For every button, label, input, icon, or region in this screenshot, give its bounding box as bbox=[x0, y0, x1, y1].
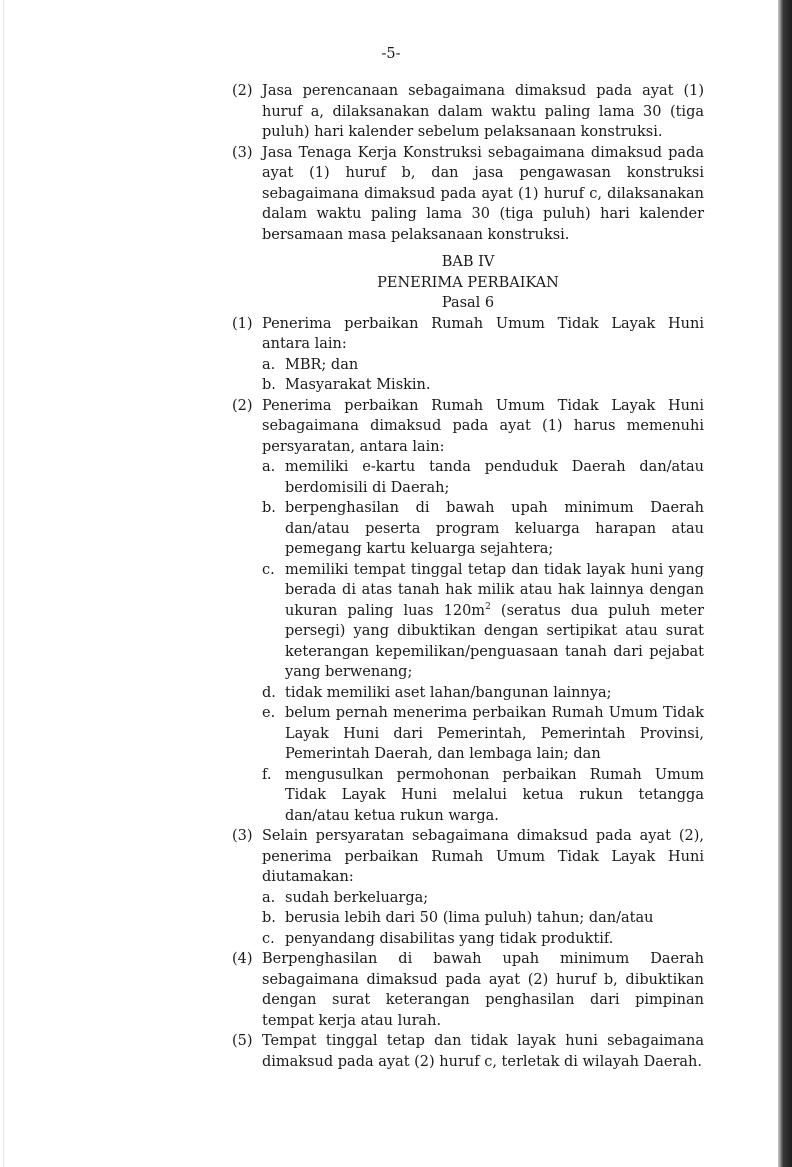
paragraph-item bbox=[232, 314, 704, 355]
document-body bbox=[232, 81, 704, 1072]
item-text: Selain persyaratan sebagaimana dimaksud pada ayat (2), penerima perbaikan Rumah Umum Tidak Layak Huni diutamakan: bbox=[262, 828, 704, 885]
paragraph-item bbox=[232, 949, 704, 1031]
list-item bbox=[262, 929, 704, 950]
list-letter: e. bbox=[262, 705, 276, 721]
page-number: -5- bbox=[381, 46, 401, 62]
paragraph-item bbox=[232, 396, 704, 458]
list-text bbox=[285, 560, 704, 683]
chapter-title: PENERIMA PERBAIKAN bbox=[377, 274, 559, 291]
list-text: penyandang disabilitas yang tidak produktif. bbox=[285, 930, 614, 947]
list-item bbox=[262, 560, 704, 683]
list-item bbox=[262, 888, 704, 909]
list-letter: c. bbox=[262, 561, 275, 578]
list-item bbox=[262, 375, 704, 396]
list-item bbox=[262, 457, 704, 498]
list-text: tidak memiliki aset lahan/bangunan lainnya; bbox=[285, 684, 612, 701]
list-letter: a. bbox=[262, 356, 276, 373]
list-item bbox=[262, 498, 704, 560]
list-text: belum pernah menerima perbaikan Rumah Umum Tidak Layak Huni dari Pemerintah, Pemerintah Provinsi, Pemerintah Daerah, dan lembaga lain; dan bbox=[285, 705, 704, 762]
list-text: mengusulkan permohonan perbaikan Rumah Umum Tidak Layak Huni melalui ketua rukun tetangga dan/atau ketua rukun warga. bbox=[285, 766, 704, 824]
superscript: 2 bbox=[485, 601, 491, 612]
list-letter: a. bbox=[262, 889, 276, 906]
item-text: Penerima perbaikan Rumah Umum Tidak Layak Huni sebagaimana dimaksud pada ayat (1) harus memenuhi persyaratan, antara lain: bbox=[262, 397, 704, 455]
item-text: Tempat tinggal tetap dan tidak layak huni sebagaimana dimaksud pada ayat (2) huruf c, terletak di wilayah Daerah. bbox=[262, 1033, 704, 1070]
list-item bbox=[262, 703, 704, 765]
list-text: Masyarakat Miskin. bbox=[285, 377, 431, 393]
list-item bbox=[262, 683, 704, 704]
list-text-part: (seratus dua puluh meter persegi) yang dibuktikan dengan sertipikat atau surat keterangan kepemilikan/penguasaan tanah dari pejabat yang berwenang; bbox=[285, 602, 705, 680]
item-number: (2) bbox=[232, 83, 253, 99]
item-text: Penerima perbaikan Rumah Umum Tidak Layak Huni antara lain: bbox=[262, 315, 704, 352]
list-text: berpenghasilan di bawah upah minimum Daerah dan/atau peserta program keluarga harapan atau pemegang kartu keluarga sejahtera; bbox=[285, 500, 704, 557]
item-text: Jasa Tenaga Kerja Konstruksi sebagaimana dimaksud pada ayat (1) huruf b, dan jasa pengawasan konstruksi sebagaimana dimaksud pada ayat (1) huruf c, dilaksanakan dalam waktu paling lama 30 (tiga puluh) hari kalender bersamaan masa pelaksanaan konstruksi. bbox=[262, 144, 704, 243]
list-text-part: memiliki tempat tinggal tetap dan tidak layak huni yang berada di atas tanah hak milik atau hak lainnya dengan ukuran paling luas 120m bbox=[285, 561, 704, 619]
list-letter: b. bbox=[262, 910, 276, 926]
list-letter: d. bbox=[262, 684, 276, 701]
paragraph-item bbox=[232, 143, 704, 246]
chapter-heading: BAB IV bbox=[441, 254, 495, 270]
list-item bbox=[262, 908, 704, 929]
paragraph-item bbox=[232, 1031, 704, 1072]
item-text: Jasa perencanaan sebagaimana dimaksud pada ayat (1) huruf a, dilaksanakan dalam waktu paling lama 30 (tiga puluh) hari kalender sebelum pelaksanaan konstruksi. bbox=[262, 83, 704, 140]
list-letter: f. bbox=[262, 766, 272, 783]
item-text: Berpenghasilan di bawah upah minimum Daerah sebagaimana dimaksud pada ayat (2) huruf b, dibuktikan dengan surat keterangan penghasilan dari pimpinan tempat kerja atau lurah. bbox=[262, 951, 704, 1029]
item-number: (4) bbox=[232, 951, 253, 967]
list-letter: b. bbox=[262, 500, 276, 516]
page-left-edge bbox=[3, 0, 4, 1167]
list-text: MBR; dan bbox=[285, 356, 359, 373]
list-letter: a. bbox=[262, 459, 276, 475]
item-number: (3) bbox=[232, 144, 253, 161]
list-text: sudah berkeluarga; bbox=[285, 889, 429, 906]
item-number: (3) bbox=[232, 828, 253, 844]
list-item bbox=[262, 765, 704, 827]
item-number: (5) bbox=[232, 1033, 253, 1049]
paragraph-item bbox=[232, 81, 704, 143]
list-letter: b. bbox=[262, 377, 276, 393]
paragraph-item bbox=[232, 826, 704, 888]
page-right-shadow bbox=[778, 0, 792, 1167]
article-heading: Pasal 6 bbox=[441, 295, 495, 311]
list-text: memiliki e-kartu tanda penduduk Daerah dan/atau berdomisili di Daerah; bbox=[285, 459, 704, 496]
item-number: (2) bbox=[232, 397, 253, 414]
list-item bbox=[262, 355, 704, 376]
item-number: (1) bbox=[232, 315, 253, 332]
list-letter: c. bbox=[262, 930, 275, 947]
list-text: berusia lebih dari 50 (lima puluh) tahun; dan/atau bbox=[285, 910, 654, 926]
